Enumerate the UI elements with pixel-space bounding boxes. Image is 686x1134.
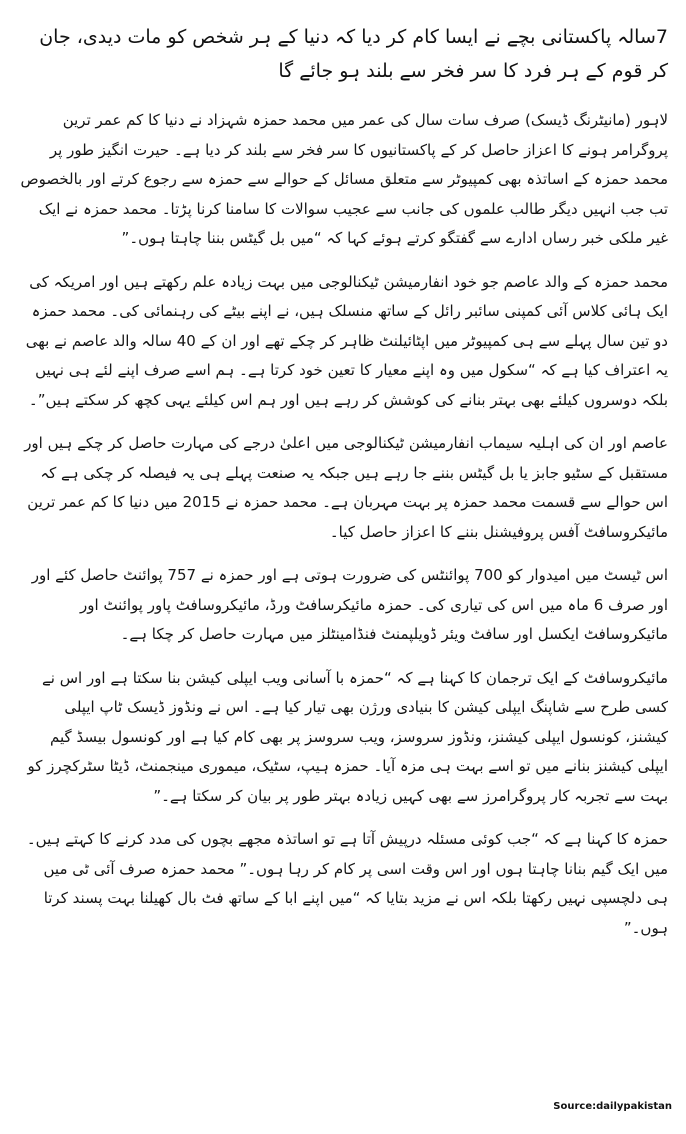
article-headline: 7سالہ پاکستانی بچے نے ایسا کام کر دیا کہ دنیا کے ہر شخص کو مات دیدی، جان کر قوم کے ہر فرد کا سر فخر سے بلند ہو جائے گا [39, 26, 668, 82]
article-paragraph-6: حمزہ کا کہنا ہے کہ “جب کوئی مسئلہ درپیش آتا ہے تو اساتذہ مجھے بچوں کی مدد کرنے کا کہتے ہیں۔ میں ایک گیم بنانا چاہتا ہوں اور اس وقت اسی پر کام کر رہا ہوں۔” محمد حمزہ صرف آئی ٹی میں ہی دلچسپی نہیں رکھتا بلکہ اس نے مزید بتایا کہ “میں اپنے ابا کے ساتھ فٹ بال کھیلنا بہت پسند کرتا ہوں۔” [26, 830, 668, 937]
article-paragraph-4: اس ٹیسٹ میں امیدوار کو 700 پوائنٹس کی ضرورت ہوتی ہے اور حمزہ نے 757 پوائنٹ حاصل کئے اور اور صرف 6 ماہ میں اس کی تیاری کی۔ حمزہ مائیکرسافٹ ورڈ، مائیکروسافٹ پاور پوائنٹ اور مائیکروسافٹ ایکسل اور سافٹ ویئر ڈویلپمنٹ فنڈامینٹلز میں مہارت حاصل کر چکا ہے۔ [31, 566, 668, 643]
article-body [20, 106, 668, 943]
source-credit: Source:dailypakistan [553, 1101, 672, 1112]
article-paragraph-5: مائیکروسافٹ کے ایک ترجمان کا کہنا ہے کہ “حمزہ با آسانی ویب ایپلی کیشن بنا سکتا ہے اور اس نے کسی طرح سے شاپنگ ایپلی کیشن کا بنیادی ورژن بھی تیار کیا ہے۔ اس نے ونڈوز ڈیسک ٹاپ ایپلی کیشنز، کونسول ایپلی کیشنز، ونڈوز سروسز، ویب سروسز پر بھی کام کیا ہے اور کونسول بیسڈ گیم ایپلی کیشنز بنانے میں تو اسے بہت ہی مزہ آیا۔ حمزہ ہیپ، سٹیک، میموری مینجمنٹ، ڈیٹا سٹرکچرز کو بہت سے تجربہ کار پروگرامرز سے بھی کہیں زیادہ بہتر طور پر بیان کر سکتا ہے۔” [27, 668, 668, 805]
article-paragraph-1: لاہور (مانیٹرنگ ڈیسک) صرف سات سال کی عمر میں محمد حمزہ شہزاد نے دنیا کا کم عمر ترین پروگرامر ہونے کا اعزاز حاصل کر کے پاکستانیوں کا سر فخر سے بلند کر دیا ہے۔ حیرت انگیز طور پر محمد حمزہ کے اساتذہ بھی کمپیوٹر سے متعلق مسائل کے حوالے سے حمزہ سے رجوع کرتے اور بالخصوص تب جب انہیں دیگر طالب علموں کی جانب سے عجیب سوالات کا سامنا کرنا پڑتا۔ محمد حمزہ نے ایک غیر ملکی خبر رساں ادارے سے گفتگو کرتے ہوئے کہا کہ “میں بل گیٹس بننا چاہتا ہوں۔” [20, 111, 668, 247]
article-paragraph-2: محمد حمزہ کے والد عاصم جو خود انفارمیشن ٹیکنالوجی میں بہت زیادہ علم رکھتے ہیں اور امریکہ کی ایک ہائی کلاس آئی کمپنی سائبر رائل کے ساتھ منسلک ہیں، نے اپنے بیٹے کی رہنمائی کی۔ محمد حمزہ دو تین سال پہلے سے ہی کمپیوٹر میں اپٹائیلنٹ ظاہر کر چکے تھے اور ان کے 40 سالہ والد عاصم نے بھی یہ اعتراف کیا ہے کہ “سکول میں وہ اپنے معیار کا تعین خود کرتا ہے۔ ہم اسے صرف اپنے لئے ہی نہیں بلکہ دوسروں کیلئے بھی بہتر بنانے کی کوشش کر رہے ہیں اور ہم اس کیلئے یہی کچھ کر سکتے ہیں”۔ [25, 272, 668, 409]
article-paragraph-3: عاصم اور ان کی اہلیہ سیماب انفارمیشن ٹیکنالوجی میں اعلیٰ درجے کی مہارت حاصل کر چکے ہیں اور مستقبل کے سٹیو جابز یا بل گیٹس بننے جا رہے ہیں جبکہ یہ صنعت پہلے ہی یہ فیصلہ کر چکی ہے کہ اس حوالے سے قسمت محمد حمزہ پر بہت مہربان ہے۔ محمد حمزہ نے 2015 میں دنیا کا کم عمر ترین مائیکروسافٹ آفس پروفیشنل بننے کا اعزاز حاصل کیا۔ [24, 434, 668, 541]
